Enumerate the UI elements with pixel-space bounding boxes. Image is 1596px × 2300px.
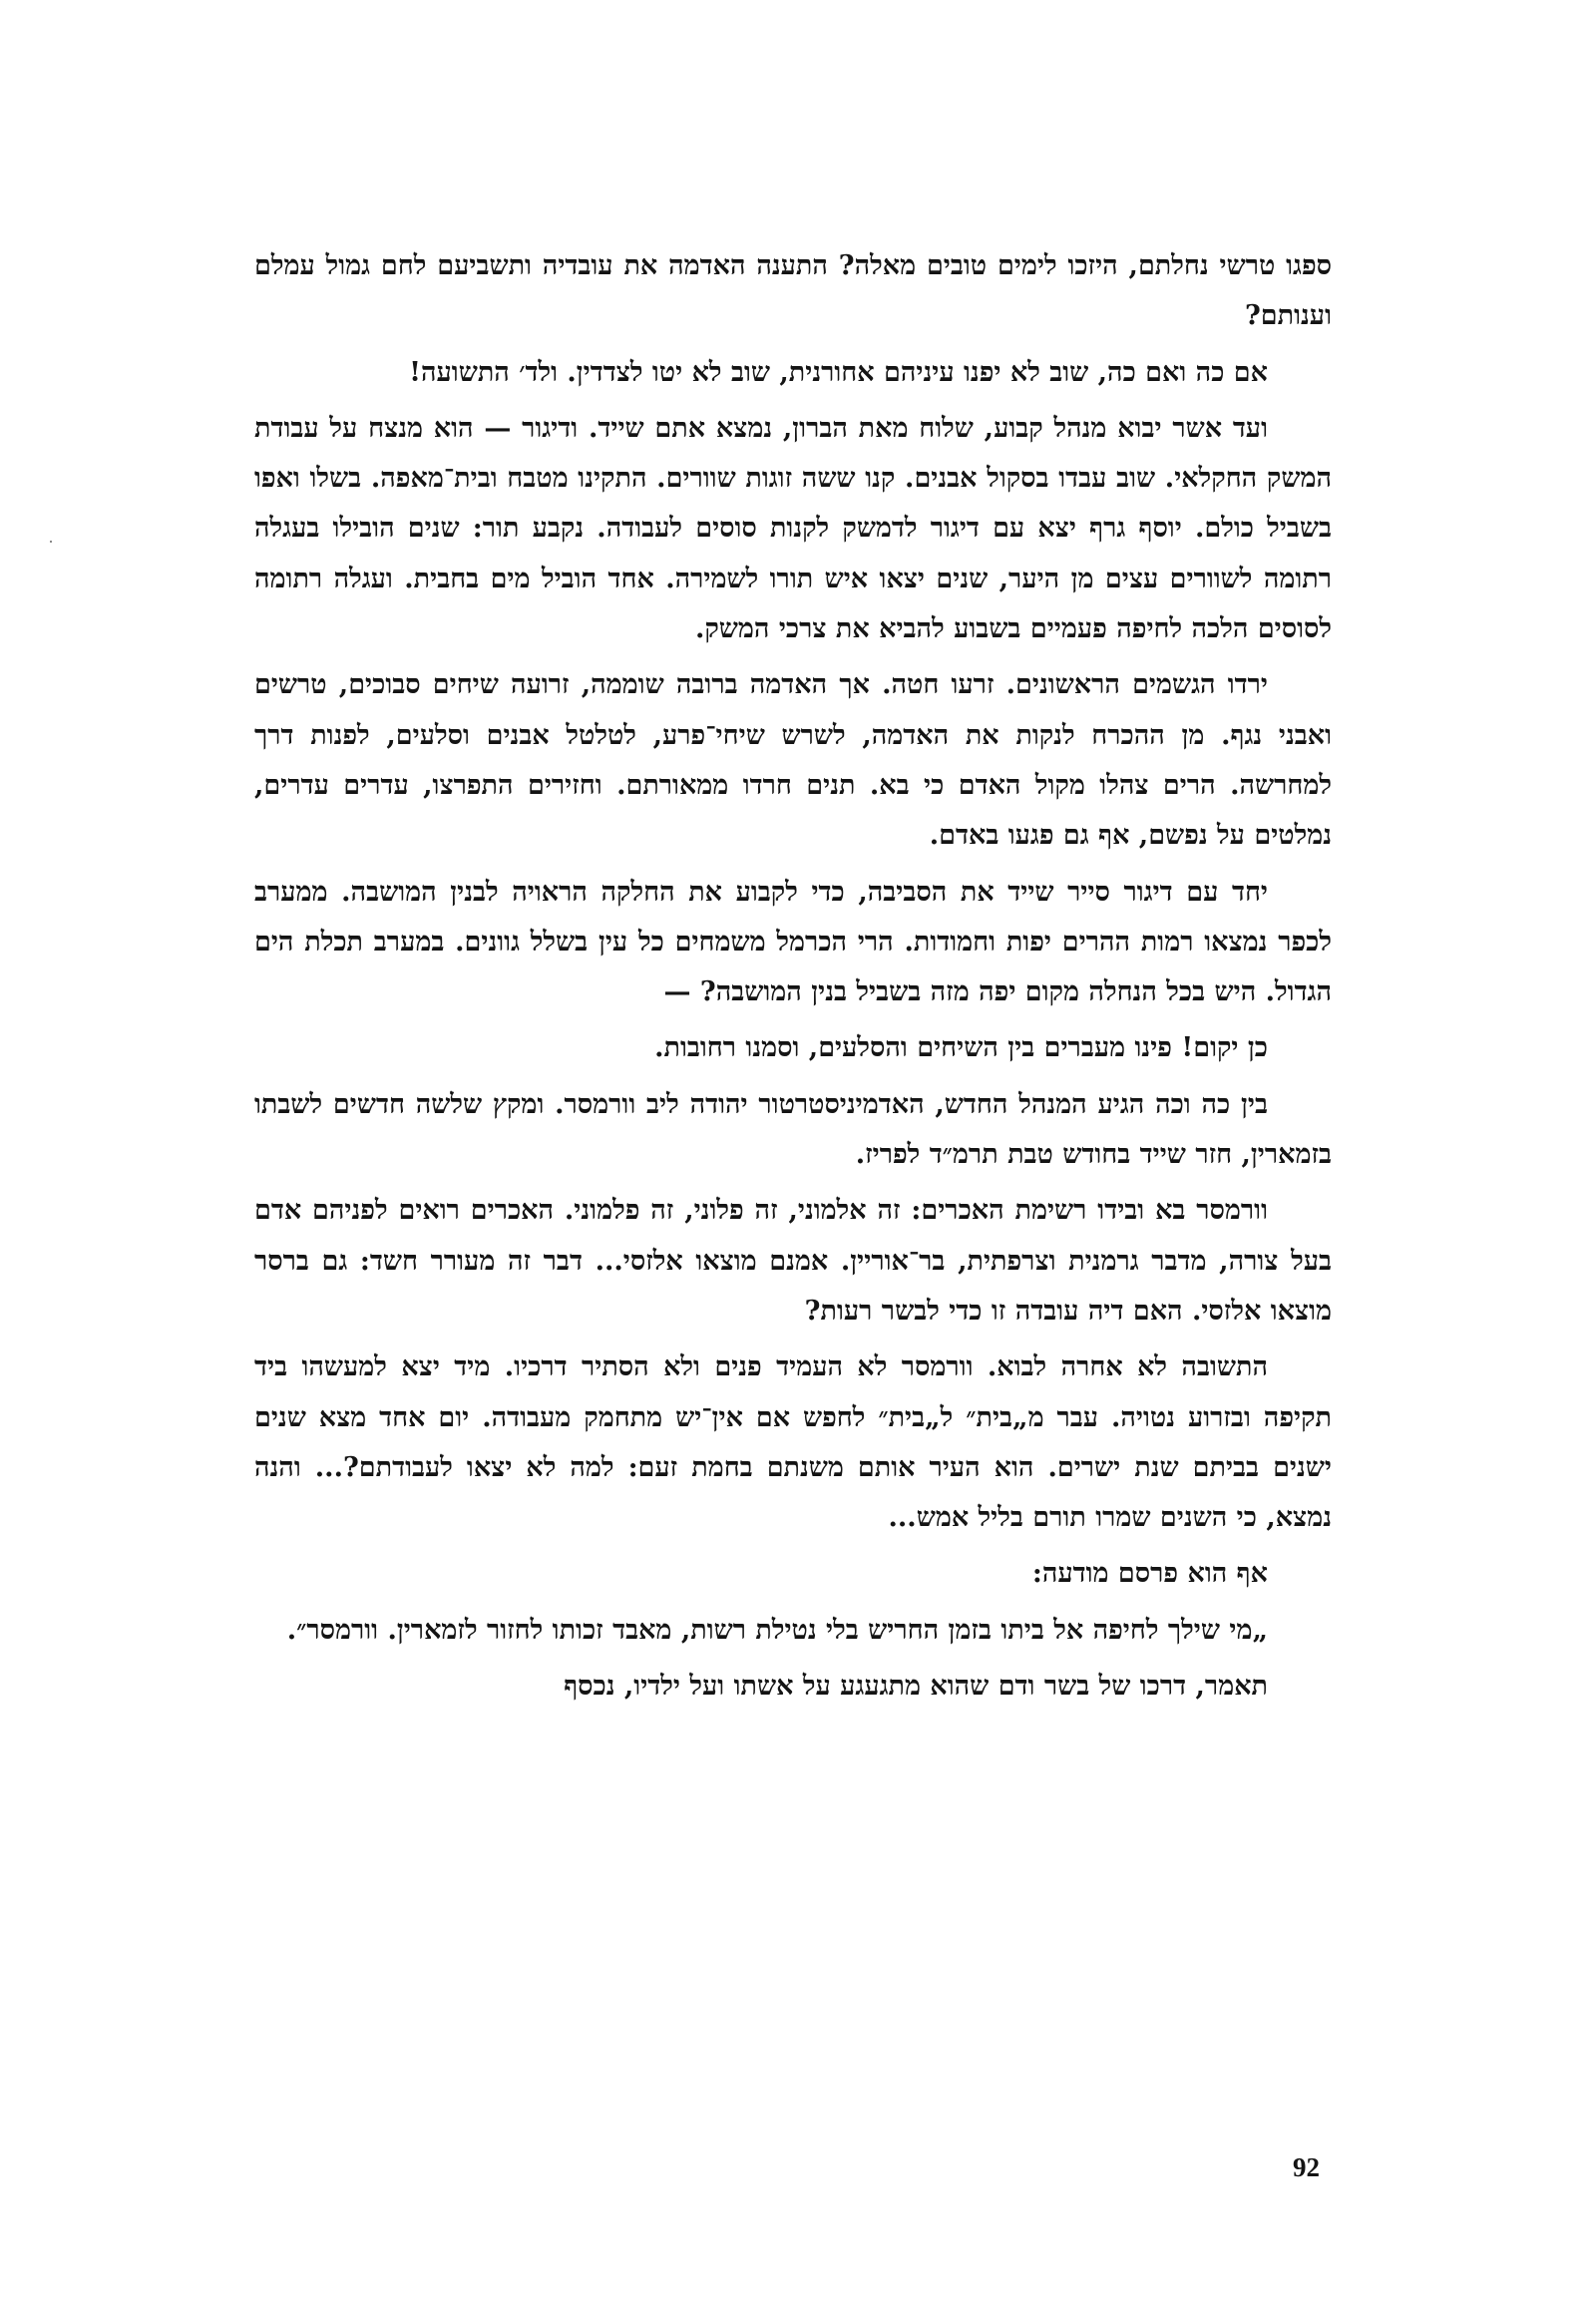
scan-speck <box>50 541 52 543</box>
page-number: 92 <box>1293 2152 1320 2182</box>
paragraph: „מי שילך לחיפה אל ביתו בזמן החריש בלי נטילת רשות, מאבד זכותו לחזור לזמארין. וורמסר״. <box>286 1614 1268 1646</box>
paragraph: ספגו טרשי נחלתם, היזכו לימים טובים מאלה? התענה האדמה את עובדיה ותשביעם לחם גמול עמלם וענותם? <box>254 250 1332 332</box>
paragraph: יחד עם דיגור סייר שייד את הסביבה, כדי לקבוע את החלקה הראויה לבנין המושבה. ממערב לכפר נמצאו רמות ההרים יפות וחמודות. הרי הכרמל משמחים כל עין בשלל גוונים. במערב תכלת הים הגדול. היש בכל הנחלה מקום יפה מזה בשביל בנין המושבה? — <box>254 876 1332 1008</box>
paragraph: ירדו הגשמים הראשונים. זרעו חטה. אך האדמה ברובה שוממה, זרועה שיחים סבוכים, טרשים ואבני נגף. מן ההכרח לנקות את האדמה, לשרש שיחי־פרע, לטלטל אבנים וסלעים, לפנות דרך למחרשה. הרים צהלו מקול האדם כי בא. תנים חרדו ממאורתם. וחזירים התפרצו, עדרים עדרים, נמלטים על נפשם, אף גם פגעו באדם. <box>254 669 1332 852</box>
body-text <box>254 241 1332 1718</box>
paragraph: תאמר, דרכו של בשר ודם שהוא מתגעגע על אשתו ועל ילדיו, נכסף <box>564 1671 1268 1703</box>
paragraph: ועד אשר יבוא מנהל קבוע, שלוח מאת הברון, נמצא אתם שייד. ודיגור — הוא מנצח על עבודת המשק החקלאי. שוב עבדו בסקול אבנים. קנו ששה זוגות שוורים. התקינו מטבח ובית־מאפה. בשלו ואפו בשביל כולם. יוסף גרף יצא עם דיגור לדמשק לקנות סוסים לעבודה. נקבע תור: שנים הובילו בעגלה רתומה לשוורים עצים מן היער, שנים יצאו איש תורו לשמירה. אחד הוביל מים בחבית. ועגלה רתומה לסוסים הלכה לחיפה פעמיים בשבוע להביא את צרכי המשק. <box>254 412 1332 645</box>
paragraph: וורמסר בא ובידו רשימת האכרים: זה אלמוני, זה פלוני, זה פלמוני. האכרים רואים לפניהם אדם בעל צורה, מדבר גרמנית וצרפתית, בר־אוריין. אמנם מוצאו אלזסי... דבר זה מעורר חשד: גם ברסר מוצאו אלזסי. האם דיה עובדה זו כדי לבשר רעות? <box>254 1195 1332 1327</box>
paragraph: כן יקום! פינו מעברים בין השיחים והסלעים, וסמנו רחובות. <box>654 1032 1268 1064</box>
paragraph: אף הוא פרסם מודעה: <box>1031 1558 1268 1590</box>
paragraph: התשובה לא אחרה לבוא. וורמסר לא העמיד פנים ולא הסתיר דרכיו. מיד יצא למעשהו ביד תקיפה ובזרוע נטויה. עבר מ„בית״ ל„בית״ לחפש אם אין־יש מתחמק מעבודה. יום אחד מצא שנים ישנים בביתם שנת ישרים. הוא העיר אותם משנתם בחמת זעם: למה לא יצאו לעבודתם?... והנה נמצא, כי השנים שמרו תורם בליל אמש... <box>254 1351 1332 1534</box>
paragraph: בין כה וכה הגיע המנהל החדש, האדמיניסטרטור יהודה ליב וורמסר. ומקץ שלשה חדשים לשבתו בזמארין, חזר שייד בחודש טבת תרמ״ד לפריז. <box>254 1088 1332 1171</box>
paragraph: אם כה ואם כה, שוב לא יפנו עיניהם אחורנית, שוב לא יטו לצדדין. ולד׳ התשועה! <box>409 356 1268 388</box>
